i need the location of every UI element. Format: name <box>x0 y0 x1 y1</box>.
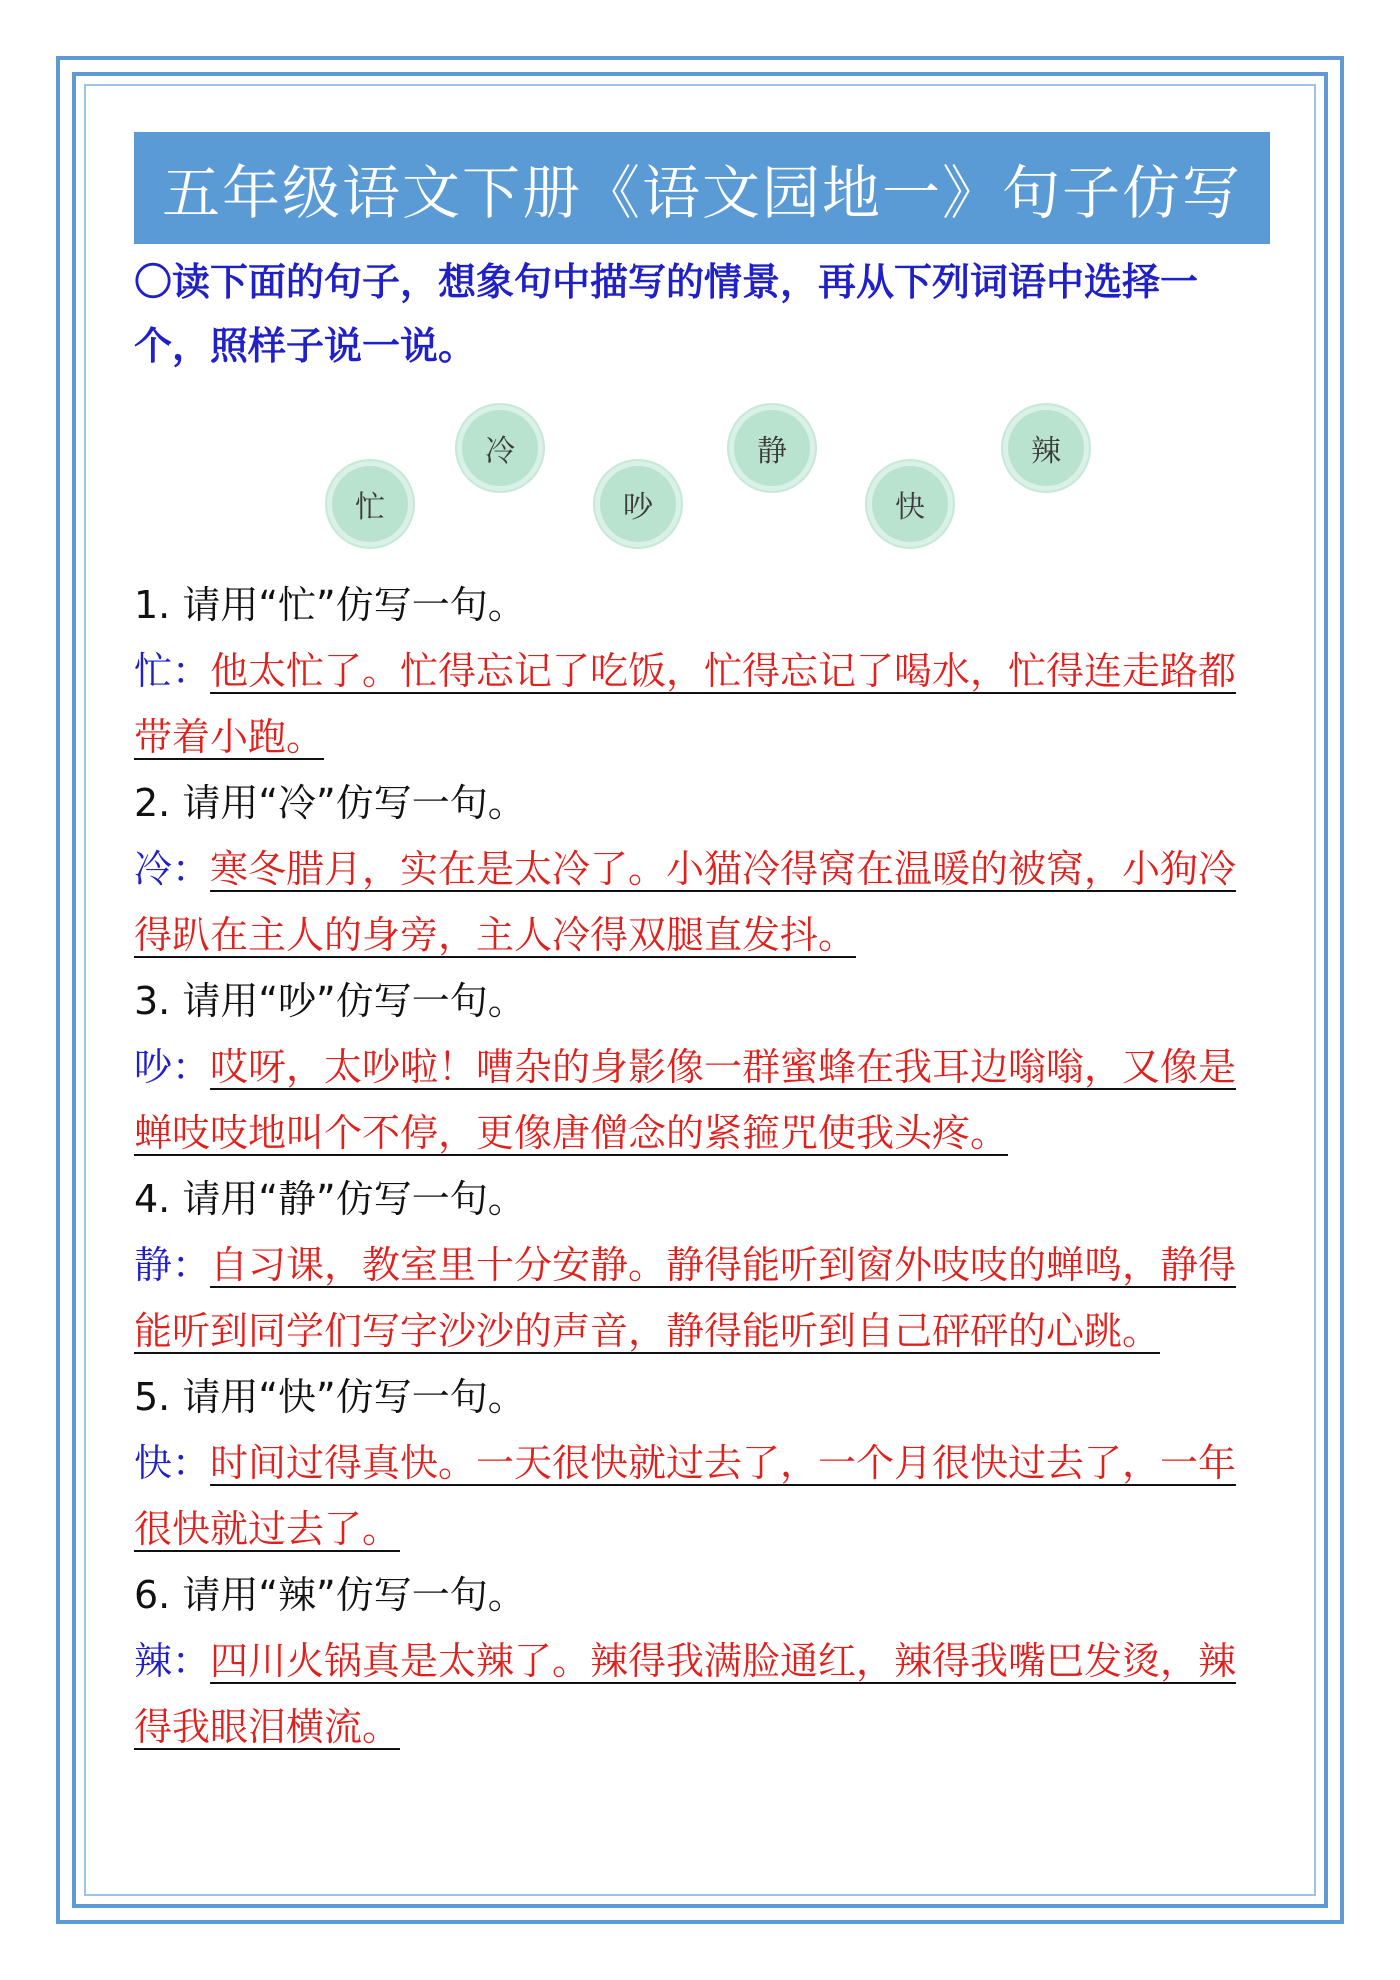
answer-text: 寒冬腊月，实在是太冷了。小猫冷得窝在温暖的被窝，小狗冷得趴在主人的身旁，主人冷得双腿直发抖。 <box>134 847 1237 957</box>
answer-text: 时间过得真快。一天很快就过去了，一个月很快过去了，一年很快就过去了。 <box>134 1441 1237 1551</box>
answer-label: 忙： <box>134 649 211 693</box>
answer-text: 他太忙了。忙得忘记了吃饭，忙得忘记了喝水，忙得连走路都带着小跑。 <box>134 649 1237 759</box>
exercise-item <box>134 572 1270 770</box>
exercise-item <box>134 1364 1270 1562</box>
answer-text: 四川火锅真是太辣了。辣得我满脸通红，辣得我嘴巴发烫，辣得我眼泪横流。 <box>134 1639 1237 1749</box>
question-prompt: 3. 请用“吵”仿写一句。 <box>134 979 526 1023</box>
answer-block <box>134 1232 1270 1364</box>
answer-text: 自习课，教室里十分安静。静得能听到窗外吱吱的蝉鸣，静得能听到同学们写字沙沙的声音，静得能听到自己砰砰的心跳。 <box>134 1243 1237 1353</box>
exercise-item <box>134 770 1270 968</box>
word-choices <box>134 394 1270 544</box>
question-prompt: 1. 请用“忙”仿写一句。 <box>134 583 526 627</box>
exercise-item <box>134 968 1270 1166</box>
answer-label: 快： <box>134 1441 211 1485</box>
answer-label: 吵： <box>134 1045 211 1089</box>
answer-block <box>134 1430 1270 1562</box>
exercise-item <box>134 1166 1270 1364</box>
answer-block <box>134 1034 1270 1166</box>
word-badge-jing: 静 <box>734 410 810 486</box>
answer-label: 静： <box>134 1243 211 1287</box>
question-prompt: 2. 请用“冷”仿写一句。 <box>134 781 526 825</box>
answer-block <box>134 638 1270 770</box>
exercise-item <box>134 1562 1270 1760</box>
word-badge-leng: 冷 <box>462 410 538 486</box>
answer-text: 哎呀，太吵啦！嘈杂的身影像一群蜜蜂在我耳边嗡嗡，又像是蝉吱吱地叫个不停，更像唐僧念的紧箍咒使我头疼。 <box>134 1045 1237 1155</box>
instruction-text: 〇读下面的句子，想象句中描写的情景，再从下列词语中选择一个，照样子说一说。 <box>134 260 1199 368</box>
question-prompt: 4. 请用“静”仿写一句。 <box>134 1177 526 1221</box>
question-prompt: 6. 请用“辣”仿写一句。 <box>134 1573 526 1617</box>
answer-block <box>134 1628 1270 1760</box>
word-badge-mang: 忙 <box>332 466 408 542</box>
exercise-list <box>134 572 1270 1760</box>
answer-label: 辣： <box>134 1639 211 1683</box>
page-title: 五年级语文下册《语文园地一》句子仿写 <box>161 159 1242 227</box>
answer-label: 冷： <box>134 847 211 891</box>
word-badge-chao: 吵 <box>600 466 676 542</box>
answer-block <box>134 836 1270 968</box>
worksheet <box>134 132 1270 1760</box>
question-prompt: 5. 请用“快”仿写一句。 <box>134 1375 526 1419</box>
word-badge-kuai: 快 <box>872 466 948 542</box>
word-badge-la: 辣 <box>1008 410 1084 486</box>
title-banner <box>134 132 1270 244</box>
